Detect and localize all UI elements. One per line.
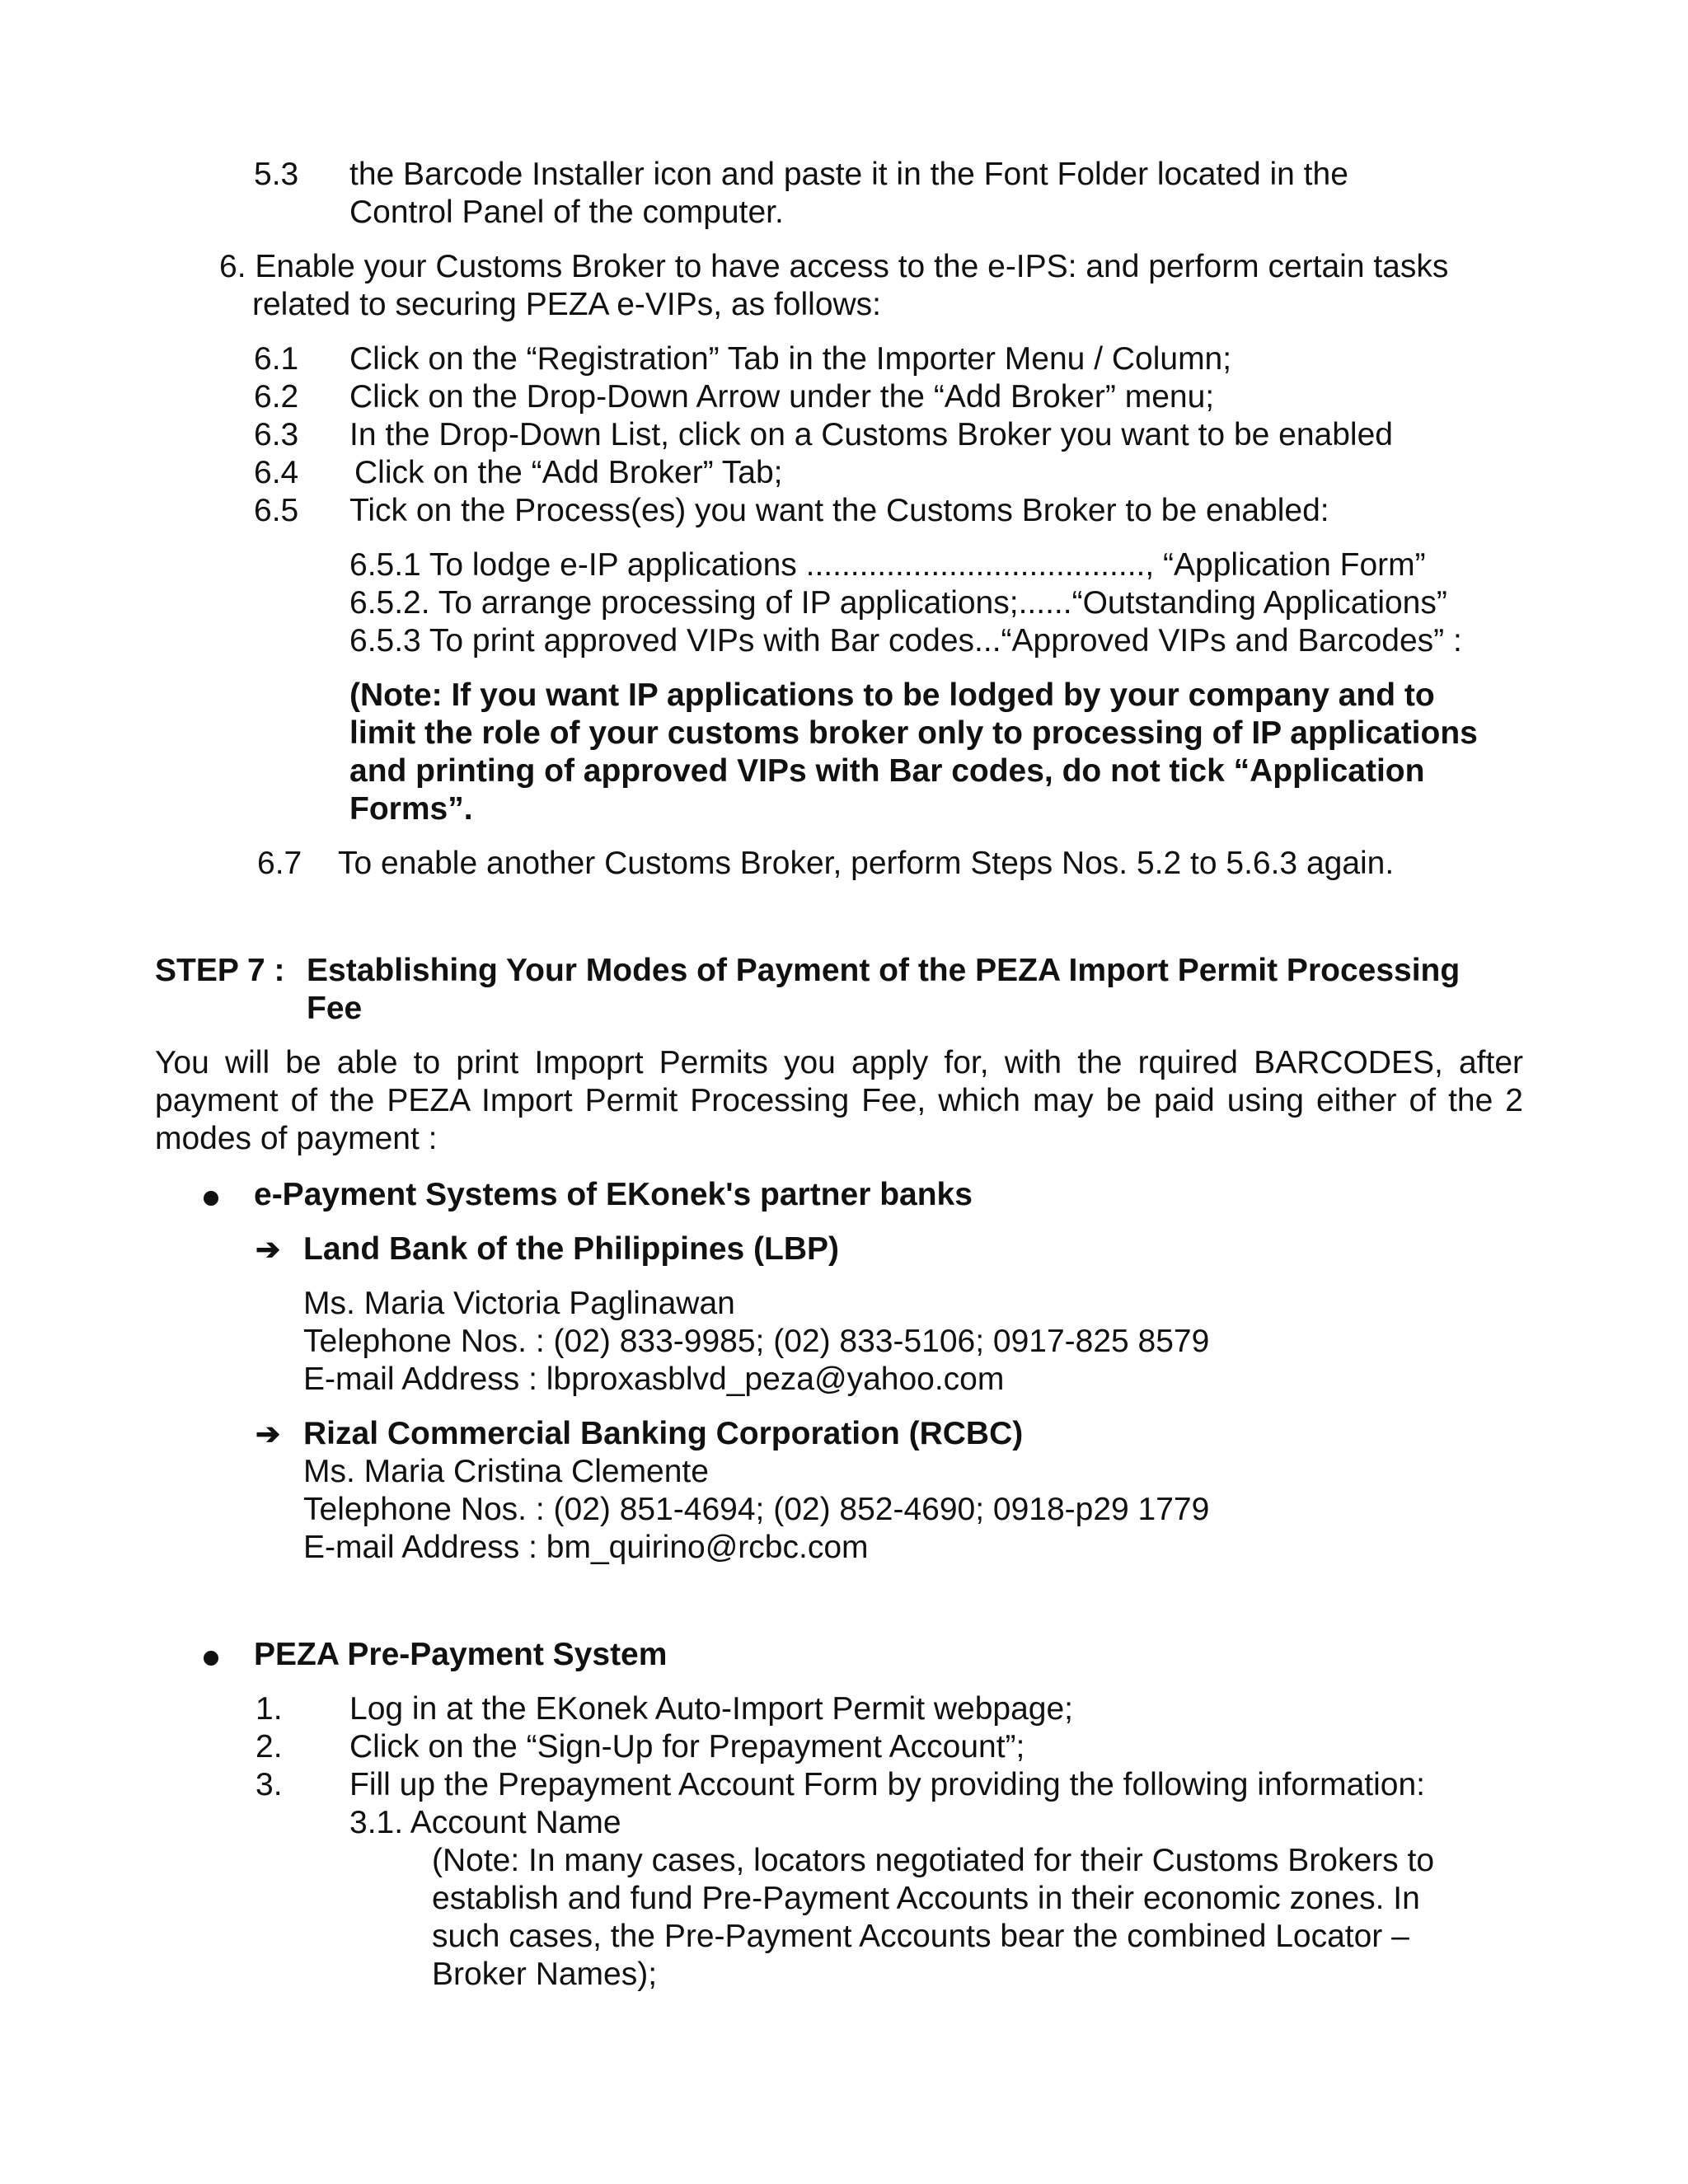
arrow-right-icon: ➔	[256, 1232, 281, 1266]
item-number: 5.3	[254, 157, 299, 192]
step-label: STEP 7 :	[155, 953, 285, 988]
bullet-heading: e-Payment Systems of EKonek's partner banks	[254, 1177, 973, 1212]
bank-name: Land Bank of the Philippines (LBP)	[303, 1231, 840, 1267]
step-title: Establishing Your Modes of Payment of the PEZA Import Permit Processing	[307, 953, 1461, 988]
note-text: Forms”.	[349, 791, 473, 827]
item-number: 6.1	[254, 341, 299, 377]
item-text: Fill up the Prepayment Account Form by providing the following information:	[349, 1767, 1425, 1802]
item-text: Click on the “Add Broker” Tab;	[354, 455, 783, 490]
item-text: Tick on the Process(es) you want the Customs Broker to be enabled:	[349, 493, 1329, 528]
note-text: (Note: In many cases, locators negotiated for their Customs Brokers to	[432, 1843, 1435, 1878]
item-number: 3.	[256, 1767, 283, 1802]
sub-item: 6.5.1 To lodge e-IP applications ......................................, “Application Form”	[349, 547, 1426, 583]
sub-item: 6.5.3 To print approved VIPs with Bar codes...“Approved VIPs and Barcodes” :	[349, 623, 1462, 658]
bullet-icon	[204, 1191, 218, 1206]
contact-name: Ms. Maria Cristina Clemente	[303, 1454, 709, 1489]
item-number: 6.3	[254, 417, 299, 452]
contact-telephone: Telephone Nos. : (02) 833-9985; (02) 833-5106; 0917-825 8579	[303, 1324, 1210, 1359]
contact-name: Ms. Maria Victoria Paglinawan	[303, 1286, 735, 1321]
bullet-icon	[204, 1651, 218, 1666]
item-number: 6.2	[254, 379, 299, 415]
section-6-heading: 6. Enable your Customs Broker to have access to the e-IPS: and perform certain tasks	[219, 249, 1449, 284]
item-text: Click on the “Registration” Tab in the Importer Menu / Column;	[349, 341, 1232, 377]
item-text: In the Drop-Down List, click on a Customs Broker you want to be enabled	[349, 417, 1393, 452]
note-text: Broker Names);	[432, 1957, 658, 1992]
note-text: such cases, the Pre-Payment Accounts bear the combined Locator –	[432, 1919, 1409, 1954]
step-paragraph: You will be able to print Impoprt Permits you apply for, with the rquired BARCODES, after payment of the PEZA Import Permit Processing Fee, which may be paid using either of the 2 modes of payment :	[155, 1045, 1523, 1156]
section-6-heading: related to securing PEZA e-VIPs, as follows:	[252, 287, 882, 322]
item-text: the Barcode Installer icon and paste it in the Font Folder located in the	[349, 157, 1348, 192]
note-text: (Note: If you want IP applications to be lodged by your company and to	[349, 677, 1435, 713]
note-text: establish and fund Pre-Payment Accounts in their economic zones. In	[432, 1881, 1420, 1916]
item-number: 6.7	[257, 846, 302, 881]
bullet-heading: PEZA Pre-Payment System	[254, 1637, 668, 1672]
item-text: Click on the “Sign-Up for Prepayment Account”;	[349, 1729, 1025, 1765]
note-text: and printing of approved VIPs with Bar codes, do not tick “Application	[349, 753, 1425, 789]
item-number: 1.	[256, 1691, 283, 1727]
item-number: 6.4	[254, 455, 299, 490]
note-text: limit the role of your customs broker only to processing of IP applications	[349, 715, 1478, 751]
item-text: Log in at the EKonek Auto-Import Permit webpage;	[349, 1691, 1074, 1727]
sub-item: 6.5.2. To arrange processing of IP applications;......“Outstanding Applications”	[349, 585, 1447, 621]
item-text: To enable another Customs Broker, perform Steps Nos. 5.2 to 5.6.3 again.	[338, 846, 1395, 881]
item-number: 2.	[256, 1729, 283, 1765]
contact-telephone: Telephone Nos. : (02) 851-4694; (02) 852-4690; 0918-p29 1779	[303, 1492, 1210, 1527]
contact-email: E-mail Address : bm_quirino@rcbc.com	[303, 1530, 869, 1565]
item-text: Click on the Drop-Down Arrow under the “Add Broker” menu;	[349, 379, 1215, 415]
item-number: 6.5	[254, 493, 299, 528]
step-title: Fee	[307, 991, 363, 1026]
sub-item: 3.1. Account Name	[349, 1805, 621, 1840]
contact-email: E-mail Address : lbproxasblvd_peza@yahoo.com	[303, 1361, 1005, 1397]
bank-name: Rizal Commercial Banking Corporation (RCBC)	[303, 1416, 1024, 1451]
arrow-right-icon: ➔	[256, 1417, 281, 1451]
item-text: Control Panel of the computer.	[349, 194, 784, 230]
